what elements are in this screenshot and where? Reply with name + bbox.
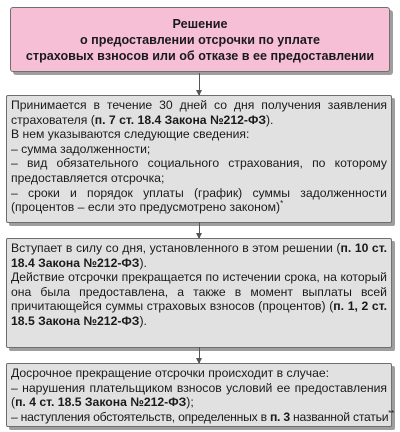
title-line-3: страховых взносов или об отказе в ее предоставлении [25,48,375,63]
title-line-2: о предоставлении отсрочки по уплате [79,32,321,47]
adoption-terms-box [6,95,392,223]
contents-item-schedule: – сроки и порядок уплаты (график) суммы задолженности (процентов – если это предусмотрено законом)* [11,185,387,215]
contents-item-debt: – сумма задолженности; [11,141,151,156]
law-reference: п. 4 ст. 18.5 Закона №212-ФЗ [15,395,187,410]
law-reference: п. 10 ст. 18.4 Закона №212-ФЗ [11,241,387,270]
effect-terms-box [6,238,392,348]
law-reference: п. 3 [269,409,290,424]
early-termination-lead: Досрочное прекращение отсрочки происходит в случае: [11,366,330,380]
effective-date-text: Вступает в силу со дня, установленного в этом решении (п. 10 ст. 18.4 Закона №212-ФЗ). [11,241,387,270]
footnote-mark: * [280,199,284,209]
footnote-mark: ** [388,408,395,418]
law-reference: п. 7 ст. 18.4 Закона №212-ФЗ [94,112,266,127]
early-termination-box [6,363,395,427]
adoption-term-text: Принимается в течение 30 дней со дня получения заявления страхователя (п. 7 ст. 18.4 Закона №212-ФЗ). [11,98,387,127]
decision-title-box [10,7,390,72]
arrow-down-1 [199,73,200,95]
termination-text: Действие отсрочки прекращается по истечении срока, на который она была предоставлена, а также в момент выплаты всей причитающейся суммы страховых взносов (процентов) (п. 1, 2 ст. 18.5 Закона №212-ФЗ). [11,270,387,328]
early-termination-item-violation: – нарушения плательщиком взносов условий ее предоставления (п. 4 ст. 18.5 Закона №212-ФЗ); [11,380,387,410]
contents-lead: В нем указываются следующие сведения: [11,127,250,142]
title-line-1: Решение [172,16,228,31]
law-reference: п. 1, 2 ст. 18.5 Закона №212-ФЗ [11,299,387,328]
early-termination-item-circumstances: – наступления обстоятельств, определенных в п. 3 названной статьи** [11,408,395,424]
arrow-down-2 [199,222,200,238]
arrow-down-3 [199,347,200,363]
contents-item-insurance-type: – вид обязательного социального страхования, по которому предоставляется отсрочка; [11,156,387,185]
